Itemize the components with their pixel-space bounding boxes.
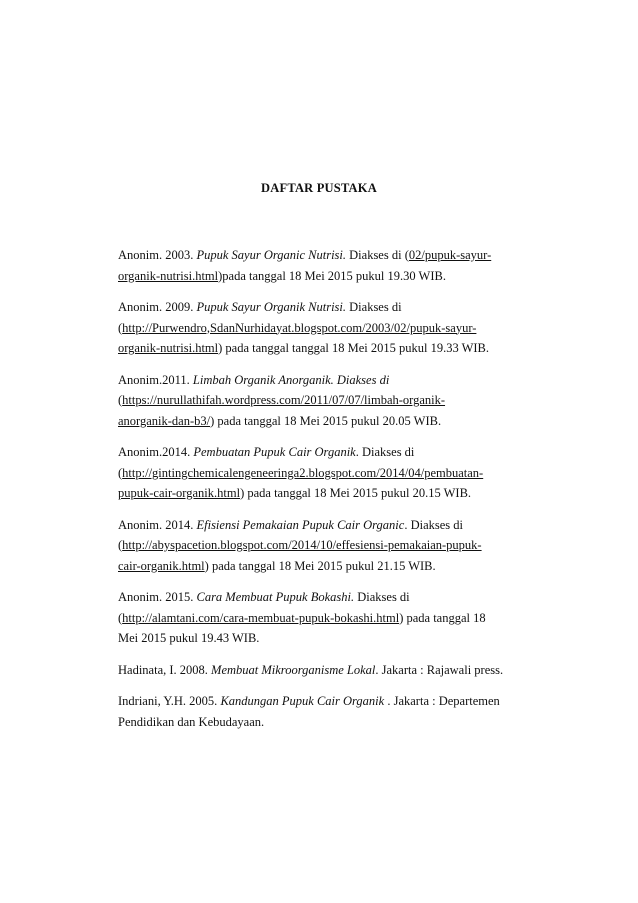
reference-text: ( xyxy=(118,538,123,552)
reference-text: ( xyxy=(118,465,123,480)
reference-title: Pupuk Sayur Organik Nutrisi. xyxy=(196,300,347,314)
reference-title: Pembuatan Pupuk Cair Organik xyxy=(193,445,356,459)
reference-text: Anonim. 2014. xyxy=(118,517,197,532)
reference-line xyxy=(118,318,563,339)
reference-line xyxy=(118,370,563,391)
reference-entry xyxy=(118,691,563,732)
reference-entry xyxy=(118,442,563,504)
reference-text: Anonim.2011. xyxy=(118,372,193,387)
reference-title: Cara Membuat Pupuk Bokashi. xyxy=(196,590,355,604)
reference-text: ) pada tanggal 18 Mei 2015 pukul 21.15 WIB. xyxy=(204,558,436,573)
reference-line xyxy=(118,483,563,504)
reference-line xyxy=(118,660,563,681)
reference-text: Diakses di ( xyxy=(346,248,409,262)
reference-url-link[interactable]: https://nurullathifah.wordpress.com/2011/07/07/limbah-organik- xyxy=(122,393,446,407)
reference-title: Limbah Organik Anorganik. Diakses di xyxy=(192,372,390,387)
reference-text: Anonim. 2003. xyxy=(118,248,197,262)
reference-text: )pada tanggal 18 Mei 2015 pukul 19.30 WIB. xyxy=(218,268,446,283)
reference-text: ( xyxy=(118,610,123,625)
reference-url-link[interactable]: pupuk-cair-organik.html xyxy=(118,486,241,500)
reference-line xyxy=(118,245,563,266)
reference-text: ) pada tanggal tanggal 18 Mei 2015 pukul 19.33 WIB. xyxy=(218,341,490,355)
reference-url-link[interactable]: http://Purwendro,SdanNurhidayat.blogspot.com/2003/02/pupuk-sayur- xyxy=(122,320,477,335)
reference-text: Pendidikan dan Kebudayaan. xyxy=(118,714,265,729)
reference-text: Anonim. 2015. xyxy=(118,590,197,604)
reference-text: Hadinata, I. 2008. xyxy=(118,662,212,677)
reference-title: Efisiensi Pemakaian Pupuk Cair Organic xyxy=(196,517,405,532)
reference-text: Anonim.2014. xyxy=(118,445,194,459)
reference-line xyxy=(118,628,563,649)
reference-line xyxy=(118,556,563,577)
reference-entry xyxy=(118,370,563,432)
reference-text: Diakses di xyxy=(346,300,402,314)
reference-entry xyxy=(118,245,563,286)
reference-entry xyxy=(118,297,563,359)
reference-url-link[interactable]: http://alamtani.com/cara-membuat-pupuk-bokashi.html xyxy=(122,610,400,625)
reference-text: Mei 2015 pukul 19.43 WIB. xyxy=(118,631,260,645)
reference-text: ) pada tanggal 18 Mei 2015 pukul 20.15 WIB. xyxy=(240,486,472,500)
reference-url-link[interactable]: http://gintingchemicalengeneeringa2.blogspot.com/2014/04/pembuatan- xyxy=(122,465,484,480)
reference-text: Anonim. 2009. xyxy=(118,300,197,314)
reference-url-link[interactable]: cair-organik.html xyxy=(118,558,205,573)
reference-line xyxy=(118,535,563,556)
reference-text: . Jakarta : Departemen xyxy=(384,694,500,708)
reference-text: Indriani, Y.H. 2005. xyxy=(118,694,221,708)
reference-title: Kandungan Pupuk Cair Organik xyxy=(220,694,385,708)
reference-title: Pupuk Sayur Organic Nutrisi. xyxy=(196,248,347,262)
page-title: DAFTAR PUSTAKA xyxy=(261,181,377,195)
reference-entry xyxy=(118,660,563,681)
reference-text: . Jakarta : Rajawali press. xyxy=(375,662,504,677)
reference-list xyxy=(118,245,563,743)
reference-url-link[interactable]: http://abyspacetion.blogspot.com/2014/10/effesiensi-pemakaian-pupuk- xyxy=(122,538,482,552)
reference-text: ( xyxy=(118,320,123,335)
reference-line xyxy=(118,390,563,411)
reference-text: ) pada tanggal 18 xyxy=(399,610,486,625)
reference-line xyxy=(118,266,563,287)
reference-entry xyxy=(118,515,563,577)
reference-line xyxy=(118,608,563,629)
reference-text: Diakses di xyxy=(354,590,410,604)
reference-title: Membuat Mikroorganisme Lokal xyxy=(211,662,376,677)
reference-line xyxy=(118,712,563,733)
reference-text: ) pada tanggal 18 Mei 2015 pukul 20.05 WIB. xyxy=(210,413,442,428)
reference-line xyxy=(118,463,563,484)
reference-entry xyxy=(118,587,563,649)
reference-text: . Diakses di xyxy=(355,445,415,459)
reference-url-link[interactable]: anorganik-dan-b3/ xyxy=(118,413,211,428)
reference-text: ( xyxy=(118,393,123,407)
reference-text: . Diakses di xyxy=(404,517,464,532)
reference-line xyxy=(118,691,563,712)
reference-line xyxy=(118,515,563,536)
reference-url-link[interactable]: 02/pupuk-sayur- xyxy=(408,248,492,262)
reference-line xyxy=(118,297,563,318)
reference-url-link[interactable]: organik-nutrisi.html xyxy=(118,268,219,283)
reference-line xyxy=(118,411,563,432)
reference-line xyxy=(118,587,563,608)
reference-line xyxy=(118,338,563,359)
reference-line xyxy=(118,442,563,463)
reference-url-link[interactable]: organik-nutrisi.html xyxy=(118,341,219,355)
